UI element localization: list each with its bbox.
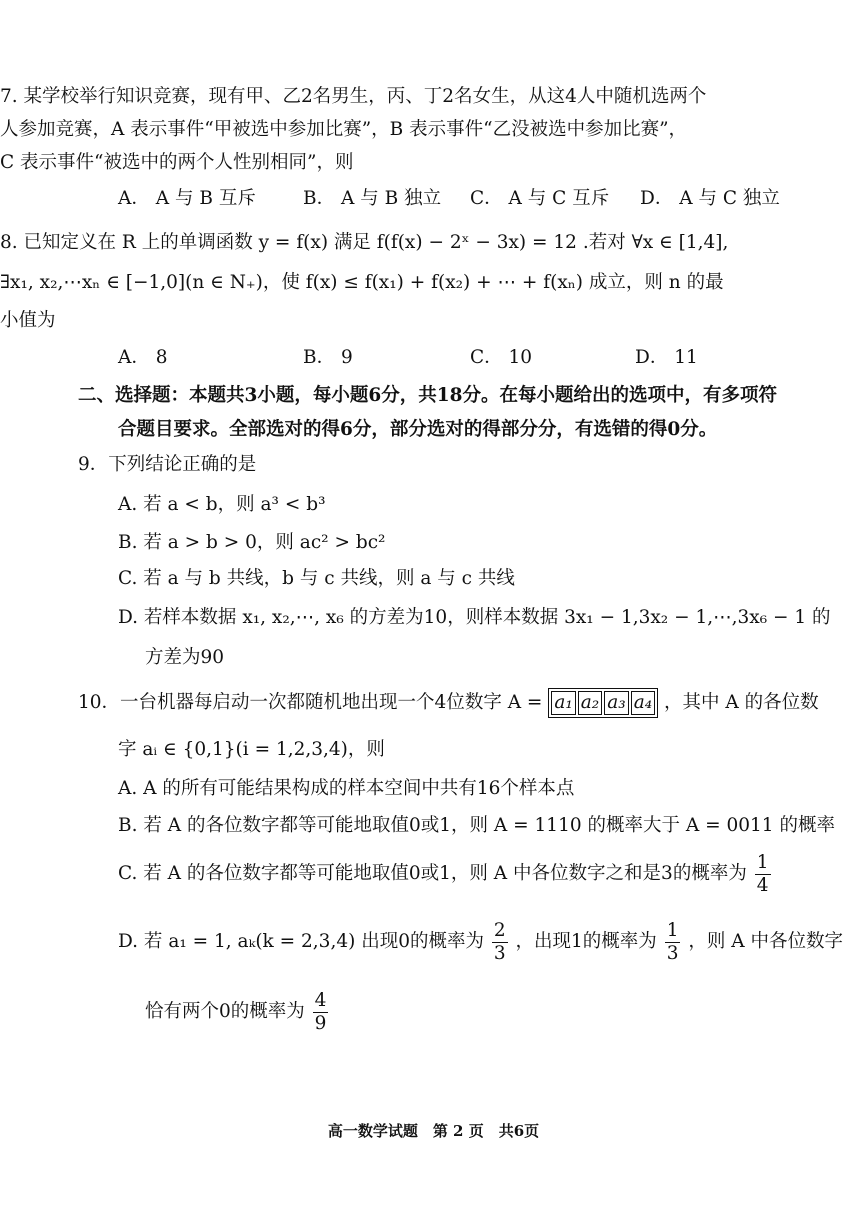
fraction-numerator: 2 [493,919,506,941]
q10-option-b: B. 若 A 的各位数字都等可能地取值0或1，则 A = 1110 的概率大于 A = 0011 的概率 [118,815,835,836]
fraction-denominator: 4 [756,874,769,896]
q10-digit-box-2: a₂ [578,691,602,715]
q9-option-b: B. 若 a > b > 0，则 ac² > bc² [118,532,386,553]
q10-stem-line-1 [78,688,867,718]
q10-option-d-prefix: D. 若 a₁ = 1, aₖ(k = 2,3,4) 出现0的概率为 [118,931,484,952]
q10-digit-box-3: a₃ [604,691,628,715]
q9-option-d-line-1: D. 若样本数据 x₁, x₂,⋯, x₆ 的方差为10，则样本数据 3x₁ − 1,3x₂ − 1,⋯,3x₆ − 1 的 [118,607,831,628]
q9-option-d-line-2: 方差为90 [145,647,225,668]
page-footer: 高一数学试题 第 2 页 共6页 [327,1122,540,1140]
q10-option-d-line-2 [145,988,867,1036]
q9-stem: 9．下列结论正确的是 [78,454,257,475]
q10-option-d-fraction-2 [665,920,681,965]
q8-stem-line-2: ∃x₁, x₂,⋯xₙ ∈ [−1,0](n ∈ N₊)，使 f(x) ≤ f(x₁) + f(x₂) + ⋯ + f(xₙ) 成立，则 n 的最 [0,272,724,293]
fraction-denominator: 3 [666,942,679,964]
q8-option-d: D． 11 [635,347,698,368]
q10-option-a: A. A 的所有可能结果构成的样本空间中共有16个样本点 [118,778,575,799]
q9-option-a: A. 若 a < b，则 a³ < b³ [118,494,326,515]
q8-option-c: C． 10 [470,347,533,368]
q10-option-c [118,850,867,898]
q10-option-c-text: C. 若 A 的各位数字都等可能地取值0或1，则 A 中各位数字之和是3的概率为 [118,863,747,884]
q10-digit-box-1: a₁ [551,691,575,715]
q10-option-d-suffix: ，则 A 中各位数字 [688,931,843,952]
q7-stem-line-1: 7. 某学校举行知识竞赛，现有甲、乙2名男生，丙、丁2名女生，从这4人中随机选两个 [0,86,707,107]
q10-digit-boxes [548,688,658,718]
section-2-line-1: 二、选择题：本题共3小题，每小题6分，共18分。在每小题给出的选项中，有多项符 [78,385,777,406]
q8-option-a: A． 8 [118,347,168,368]
section-2-line-2: 合题目要求。全部选对的得6分，部分选对的得部分分，有选错的得0分。 [118,419,718,440]
q7-stem-line-2: 人参加竞赛，A 表示事件“甲被选中参加比赛”，B 表示事件“乙没被选中参加比赛”， [0,119,688,140]
q10-option-d-line-2-text: 恰有两个0的概率为 [145,1001,305,1022]
q7-option-b: B． A 与 B 独立 [303,188,442,209]
q10-digit-box-4: a₄ [631,691,655,715]
q10-stem-suffix: ，其中 A 的各位数 [664,692,819,713]
q8-stem-line-1: 8. 已知定义在 R 上的单调函数 y = f(x) 满足 f(f(x) − 2ˣ − 3x) = 12 .若对 ∀x ∈ [1,4], [0,232,729,253]
fraction-denominator: 3 [493,942,506,964]
fraction-numerator: 1 [666,919,679,941]
q10-stem-prefix: 10．一台机器每启动一次都随机地出现一个4位数字 A = [78,692,543,713]
q10-option-d-fraction-1 [492,920,508,965]
fraction-numerator: 1 [756,851,769,873]
q10-option-d-line-1 [118,918,867,966]
q7-stem-line-3: C 表示事件“被选中的两个人性别相同”，则 [0,152,354,173]
q9-option-c: C. 若 a 与 b 共线，b 与 c 共线，则 a 与 c 共线 [118,568,515,589]
q8-option-b: B． 9 [303,347,353,368]
q7-option-c: C． A 与 C 互斥 [470,188,610,209]
fraction-numerator: 4 [314,989,327,1011]
q7-option-a: A． A 与 B 互斥 [118,188,256,209]
q10-option-d-fraction-3 [313,990,329,1035]
q10-stem-line-2: 字 aᵢ ∈ {0,1}(i = 1,2,3,4)，则 [118,739,385,760]
q10-option-d-middle: ，出现1的概率为 [515,931,657,952]
q8-stem-line-3: 小值为 [0,310,56,331]
q10-option-c-fraction [755,852,771,897]
fraction-denominator: 9 [314,1012,327,1034]
q7-option-d: D． A 与 C 独立 [640,188,780,209]
